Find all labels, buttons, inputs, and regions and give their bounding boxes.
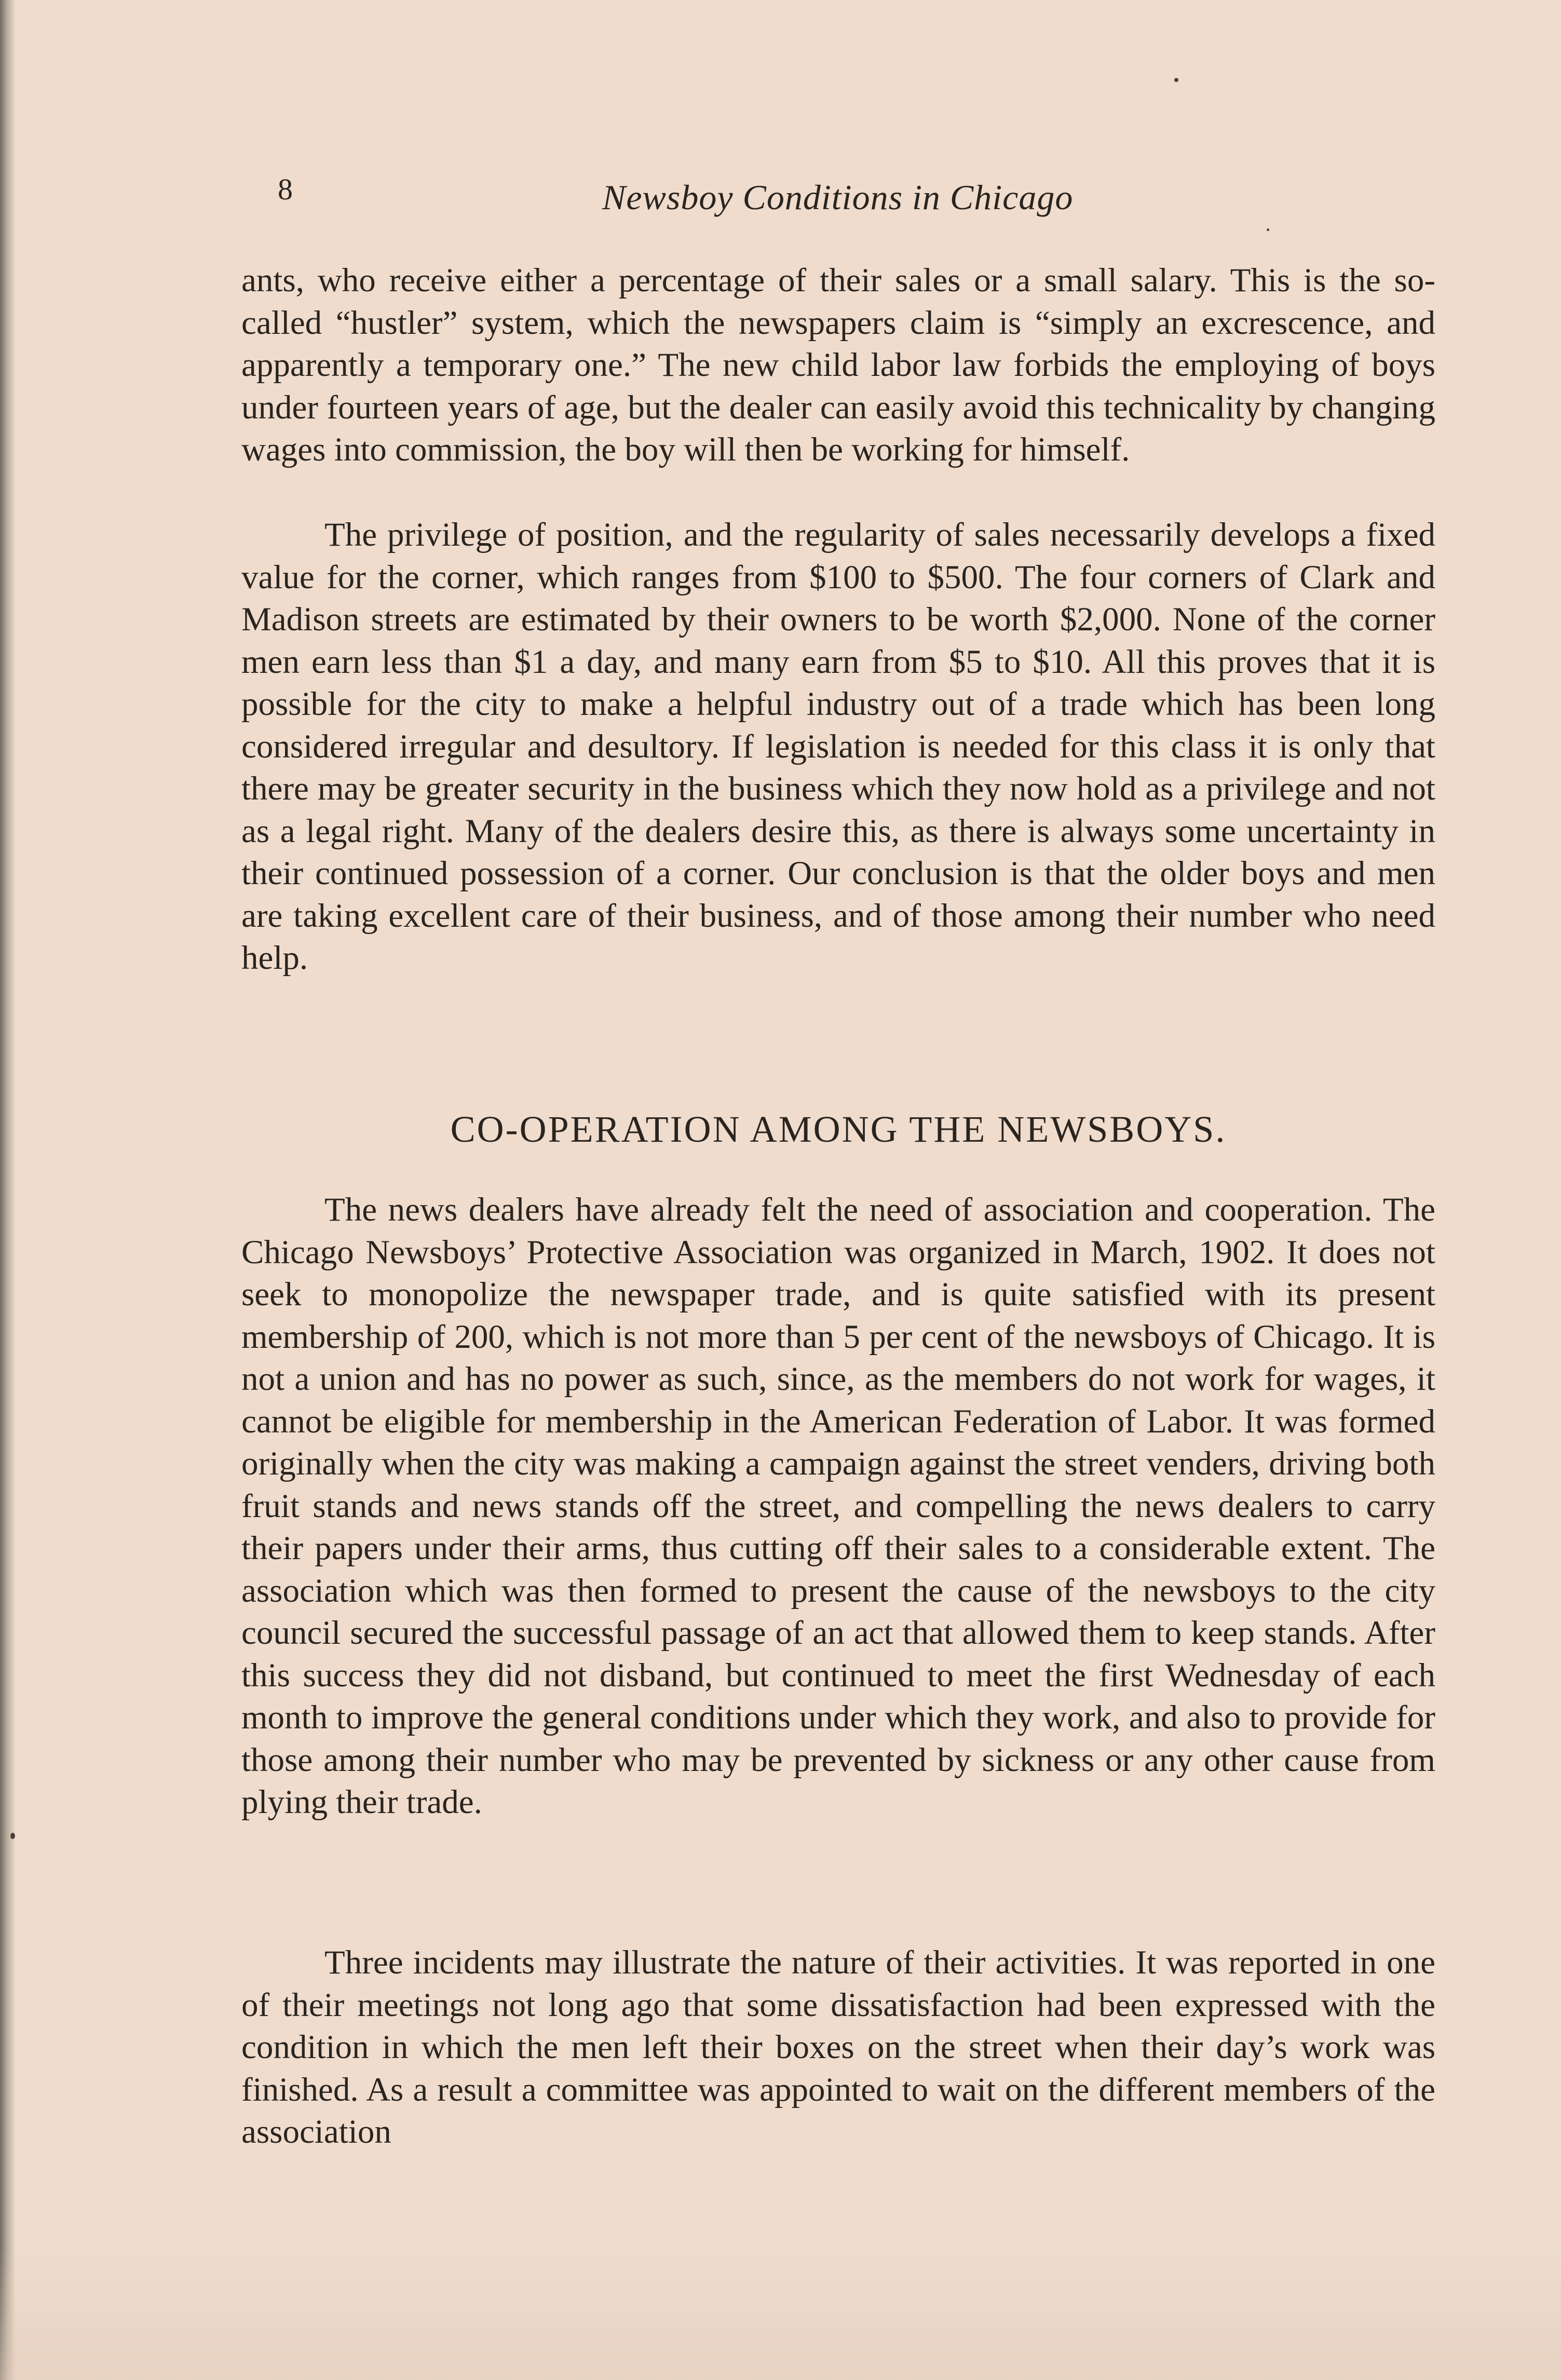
paper-speck [10, 1833, 15, 1839]
page-edge-shadow [0, 0, 16, 2380]
running-head: Newsboy Conditions in Chicago [602, 178, 1074, 217]
page-number: 8 [278, 172, 293, 206]
paper-speck [1267, 228, 1269, 231]
paragraph: The news dealers have already felt the need of association and cooperation. The Chicago Newsboys’ Protective Association was organized in March, 1902. It does not seek to monopolize the newspaper trade, and is quite satisfied with its present membership of 200, which is not more than 5 per cent of the newsboys of Chicago. It is not a union and has no power as such, since, as the members do not work for wages, it cannot be eligible for membership in the American Federation of Labor. It was formed originally when the city was making a campaign against the street venders, driving both fruit stands and news stands off the street, and compelling the news dealers to carry their papers under their arms, thus cutting off their sales to a considerable extent. The association which was then formed to present the cause of the newsboys to the city council secured the successful passage of an act that allowed them to keep stands. After this success they did not disband, but continued to meet the first Wednesday of each month to improve the general conditions under which they work, and also to provide for those among their number who may be prevented by sickness or any other cause from plying their trade. [241, 1191, 1435, 1821]
paragraph: The privilege of position, and the regularity of sales necessarily develops a fixed value for the corner, which ranges from $100 to $500. The four corners of Clark and Madison streets are estimated by their owners to be worth $2,000. None of the corner men earn less than $1 a day, and many earn from $5 to $10. All this proves that it is possible for the city to make a helpful industry out of a trade which has been long considered irregular and desultory. If legislation is needed for this class it is only that there may be greater security in the business which they now hold as a privilege and not as a legal right. Many of the dealers desire this, as there is always some uncertainty in their continued possession of a corner. Our conclusion is that the older boys and men are taking excellent care of their business, and of those among their number who need help. [241, 516, 1435, 977]
section-heading: CO-OPERATION AMONG THE NEWSBOYS. [450, 1108, 1227, 1150]
paragraph: Three incidents may illustrate the nature of their activities. It was reported in one of their meetings not long ago that some dissatisfaction had been expressed with the condition in which the men left their boxes on the street when their day’s work was finished. As a result a committee was appointed to wait on the different members of the association [241, 1944, 1435, 2151]
page-bottom-tint [0, 2245, 1561, 2380]
paper-speck [1174, 78, 1178, 82]
paragraph: ants, who receive either a percentage of their sales or a small salary. This is the so-called “hustler” system, which the newspapers claim is “simply an excrescence, and apparently a temporary one.” The new child labor law forbids the employing of boys under fourteen years of age, but the dealer can easily avoid this technicality by changing wages into commission, the boy will then be working for himself. [241, 262, 1435, 468]
